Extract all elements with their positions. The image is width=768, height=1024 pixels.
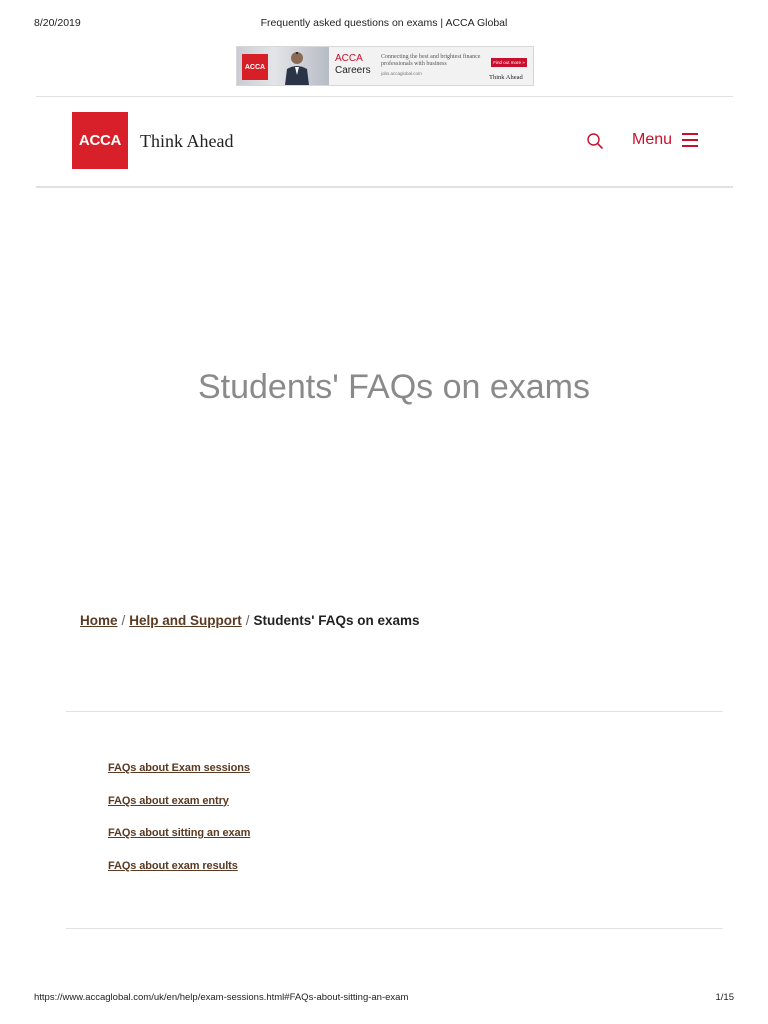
breadcrumb-current: Students' FAQs on exams bbox=[253, 613, 420, 628]
breadcrumb-separator: / bbox=[245, 613, 250, 628]
print-footer bbox=[0, 992, 768, 1006]
ad-brand: ACCA bbox=[335, 53, 363, 64]
logo-tagline: Think Ahead bbox=[140, 131, 234, 151]
header-bottom-divider bbox=[36, 186, 733, 188]
ad-banner[interactable] bbox=[236, 46, 534, 86]
faq-link-sitting-exam[interactable]: FAQs about sitting an exam bbox=[108, 827, 251, 839]
search-button[interactable] bbox=[584, 130, 606, 152]
print-header bbox=[0, 17, 768, 33]
ad-logo: ACCA bbox=[242, 54, 268, 80]
print-date: 8/20/2019 bbox=[34, 17, 81, 29]
person-icon bbox=[281, 49, 313, 85]
page-title: Students' FAQs on exams bbox=[197, 368, 590, 406]
breadcrumb-help-link[interactable]: Help and Support bbox=[129, 613, 242, 628]
menu-button[interactable] bbox=[632, 128, 698, 152]
faq-link-exam-entry[interactable]: FAQs about exam entry bbox=[108, 794, 229, 807]
ad-product: Careers bbox=[335, 65, 371, 76]
faq-link-exam-results[interactable]: FAQs about exam results bbox=[108, 859, 238, 872]
content-top-divider bbox=[66, 711, 723, 712]
acca-logo[interactable]: ACCA bbox=[72, 112, 128, 169]
breadcrumb bbox=[80, 613, 420, 628]
search-icon bbox=[586, 132, 604, 150]
print-page-title: Frequently asked questions on exams | ACCA Global bbox=[260, 17, 508, 29]
faq-link-list bbox=[108, 762, 250, 892]
ad-photo bbox=[237, 47, 329, 85]
breadcrumb-separator: / bbox=[121, 613, 126, 628]
header-top-divider bbox=[36, 96, 733, 97]
breadcrumb-home-link[interactable]: Home bbox=[80, 613, 118, 628]
ad-cta-button[interactable]: Find out more » bbox=[491, 58, 527, 67]
print-url: https://www.accaglobal.com/uk/en/help/exam-sessions.html#FAQs-about-sitting-an-exam bbox=[34, 992, 409, 1003]
hamburger-icon bbox=[682, 133, 698, 148]
print-page-number: 1/15 bbox=[715, 992, 734, 1003]
ad-url: jobs.accaglobal.com bbox=[381, 71, 422, 76]
ad-think-ahead: Think Ahead bbox=[489, 74, 523, 81]
content-bottom-divider bbox=[66, 928, 723, 929]
faq-link-exam-sessions[interactable]: FAQs about Exam sessions bbox=[108, 762, 250, 774]
menu-label: Menu bbox=[632, 131, 673, 148]
ad-tagline: Connecting the best and brightest finance professionals with business bbox=[381, 54, 481, 67]
